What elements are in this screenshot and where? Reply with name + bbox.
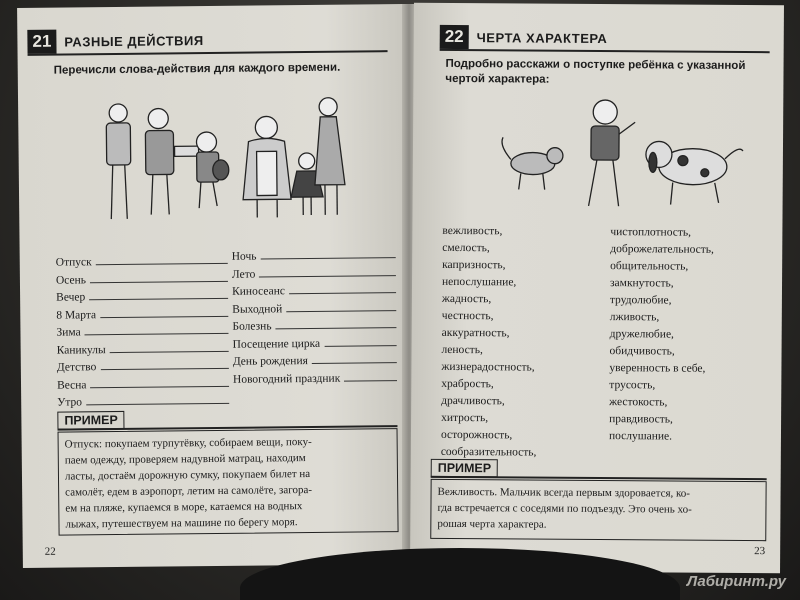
list-item bbox=[57, 341, 229, 356]
list-item bbox=[441, 412, 488, 424]
list-item bbox=[232, 283, 396, 298]
list-item-label: Посещение цирка bbox=[232, 337, 321, 351]
list-item bbox=[610, 243, 714, 256]
exercise-21-header bbox=[27, 26, 387, 56]
list-item bbox=[232, 248, 396, 263]
list-item-label: жизнерадостность, bbox=[441, 360, 535, 374]
answer-line bbox=[110, 341, 229, 352]
list-item-label: осторожность, bbox=[440, 428, 513, 442]
list-item bbox=[57, 376, 230, 391]
list-item-label: Осень bbox=[55, 273, 87, 287]
list-item bbox=[56, 271, 228, 286]
answer-line bbox=[90, 271, 228, 282]
list-item-label: Отпуск bbox=[55, 256, 92, 269]
list-item-label: Детство bbox=[56, 361, 97, 374]
list-item bbox=[609, 362, 705, 375]
list-item-label: храбрость, bbox=[441, 377, 494, 391]
answer-line bbox=[86, 394, 229, 405]
example-box bbox=[58, 428, 399, 536]
task-line: Подробно расскажи о поступке ребёнка с указанной bbox=[445, 57, 746, 73]
list-item bbox=[232, 266, 397, 281]
list-item bbox=[441, 395, 505, 407]
list-item bbox=[610, 345, 675, 357]
list-item-label: сообразительность, bbox=[440, 445, 537, 459]
watermark: Лабиринт.ру bbox=[686, 573, 786, 590]
list-item bbox=[442, 344, 483, 356]
list-item-label: жадность, bbox=[441, 292, 492, 306]
right-page bbox=[410, 3, 784, 574]
list-item bbox=[610, 277, 674, 289]
answer-line bbox=[289, 283, 396, 294]
list-item-label: общительность, bbox=[610, 260, 689, 273]
list-item-label: Весна bbox=[56, 378, 87, 392]
list-item bbox=[442, 242, 490, 254]
list-item bbox=[610, 226, 691, 239]
answer-line bbox=[275, 318, 396, 329]
example-label: ПРИМЕР bbox=[431, 459, 499, 477]
example-line: лыжах, путешествуем на машине по берегу моря. bbox=[65, 516, 298, 531]
answer-line bbox=[259, 266, 396, 277]
list-item bbox=[441, 446, 537, 459]
answer-line bbox=[260, 248, 395, 259]
list-item-label: Киносеанс bbox=[231, 285, 285, 298]
answer-line bbox=[100, 306, 228, 317]
example-line: ем на пляже, купаемся в море, катаемся на водных bbox=[65, 500, 303, 515]
list-item-label: послушание. bbox=[608, 430, 673, 443]
list-item bbox=[610, 294, 672, 306]
list-item bbox=[610, 311, 660, 323]
answer-line bbox=[89, 289, 228, 300]
list-item bbox=[609, 413, 673, 425]
list-item-label: хитрость, bbox=[441, 411, 489, 425]
example-line: самолёт, едем в аэропорт, летим на самолёте, загора- bbox=[65, 483, 313, 499]
exercise-title: ЧЕРТА ХАРАКТЕРА bbox=[476, 29, 608, 46]
list-item-label: лживость, bbox=[609, 311, 660, 324]
list-item bbox=[442, 276, 516, 289]
answer-line bbox=[324, 336, 396, 347]
list-item bbox=[56, 324, 228, 339]
list-item-label: Болезнь bbox=[232, 320, 272, 333]
list-item bbox=[56, 254, 228, 269]
list-item bbox=[57, 394, 229, 409]
list-item bbox=[232, 318, 396, 333]
example-box bbox=[430, 479, 766, 541]
list-item-label: Вечер bbox=[56, 291, 86, 304]
list-item bbox=[442, 310, 494, 322]
list-item bbox=[610, 328, 674, 340]
answer-line bbox=[344, 371, 397, 382]
list-item-label: жестокость, bbox=[609, 396, 668, 409]
answer-line bbox=[286, 301, 396, 312]
list-item-label: трусость, bbox=[609, 379, 656, 392]
list-item-label: Каникулы bbox=[56, 343, 106, 357]
list-item-label: леность, bbox=[441, 343, 483, 357]
list-item-label: Утро bbox=[57, 396, 83, 409]
list-item bbox=[610, 260, 688, 273]
exercise-number: 22 bbox=[440, 25, 469, 49]
boy-cat-dog-illustration bbox=[493, 93, 754, 215]
list-item-label: трудолюбие, bbox=[609, 294, 672, 307]
list-item bbox=[609, 379, 655, 391]
list-item-label: Выходной bbox=[232, 302, 283, 316]
list-item bbox=[442, 225, 502, 237]
answer-line bbox=[312, 353, 397, 364]
list-item-label: правдивость, bbox=[609, 413, 673, 426]
list-item bbox=[232, 301, 396, 316]
task-line: чертой характера: bbox=[445, 72, 550, 86]
example-label: ПРИМЕР bbox=[57, 411, 125, 430]
exercise-22-header bbox=[440, 25, 770, 53]
list-item bbox=[609, 396, 667, 408]
exercise-number: 21 bbox=[27, 30, 56, 54]
page-number: 22 bbox=[44, 545, 56, 558]
example-line: Вежливость. Мальчик всегда первым здоровается, ко- bbox=[437, 485, 691, 500]
list-item-label: капризность, bbox=[442, 258, 506, 272]
left-page bbox=[17, 4, 409, 568]
list-item-label: доброжелательность, bbox=[610, 243, 714, 256]
example-line: паем одежду, проверяем надувной матрац, находим bbox=[64, 452, 306, 467]
example-line: гда встречается с соседями по подъезду. Это очень хо- bbox=[437, 501, 692, 516]
task-text: Перечисли слова-действия для каждого времени. bbox=[53, 61, 341, 77]
page-number: 23 bbox=[754, 545, 766, 558]
list-item bbox=[56, 289, 228, 304]
list-item bbox=[441, 429, 512, 441]
list-item bbox=[609, 430, 672, 442]
list-item bbox=[441, 361, 534, 374]
list-item-label: дружелюбие, bbox=[609, 328, 674, 341]
list-item-label: аккуратность, bbox=[441, 326, 510, 340]
list-item-label: Зима bbox=[56, 326, 81, 339]
task-text bbox=[445, 57, 775, 89]
list-item bbox=[442, 327, 510, 339]
list-item bbox=[442, 259, 506, 271]
list-item-label: чистоплотность, bbox=[610, 226, 692, 239]
list-item bbox=[442, 293, 491, 305]
list-item bbox=[57, 359, 229, 374]
answer-line bbox=[90, 376, 229, 387]
list-item-label: День рождения bbox=[232, 355, 308, 368]
list-item bbox=[233, 336, 397, 351]
family-illustration bbox=[88, 89, 349, 232]
list-item-label: 8 Марта bbox=[56, 308, 97, 322]
list-item bbox=[233, 353, 397, 368]
list-item-label: обидчивость, bbox=[609, 345, 675, 358]
list-item bbox=[233, 371, 397, 386]
list-item-label: уверенность в себе, bbox=[609, 362, 706, 375]
answer-line bbox=[96, 254, 228, 265]
list-item-label: непослушание, bbox=[441, 275, 517, 289]
list-item-label: вежливость, bbox=[442, 224, 503, 238]
list-item bbox=[441, 378, 494, 390]
list-item-label: Новогодний праздник bbox=[232, 372, 341, 386]
list-item-label: драчливость, bbox=[441, 394, 505, 408]
list-item-label: Ночь bbox=[231, 250, 257, 263]
list-item-label: честность, bbox=[441, 309, 494, 323]
exercise-title: РАЗНЫЕ ДЕЙСТВИЯ bbox=[64, 32, 204, 50]
example-line: Отпуск: покупаем турпутёвку, собираем вещи, поку- bbox=[64, 435, 312, 451]
list-item-label: замкнутость, bbox=[609, 277, 674, 290]
answer-line bbox=[85, 324, 229, 336]
example-line: ласты, достаём дорожную сумку, покупаем билет на bbox=[64, 467, 311, 483]
list-item bbox=[56, 306, 228, 321]
example-line: рошая черта характера. bbox=[437, 517, 547, 531]
answer-line bbox=[100, 359, 228, 370]
list-item-label: Лето bbox=[231, 268, 256, 281]
list-item-label: смелость, bbox=[442, 241, 490, 255]
